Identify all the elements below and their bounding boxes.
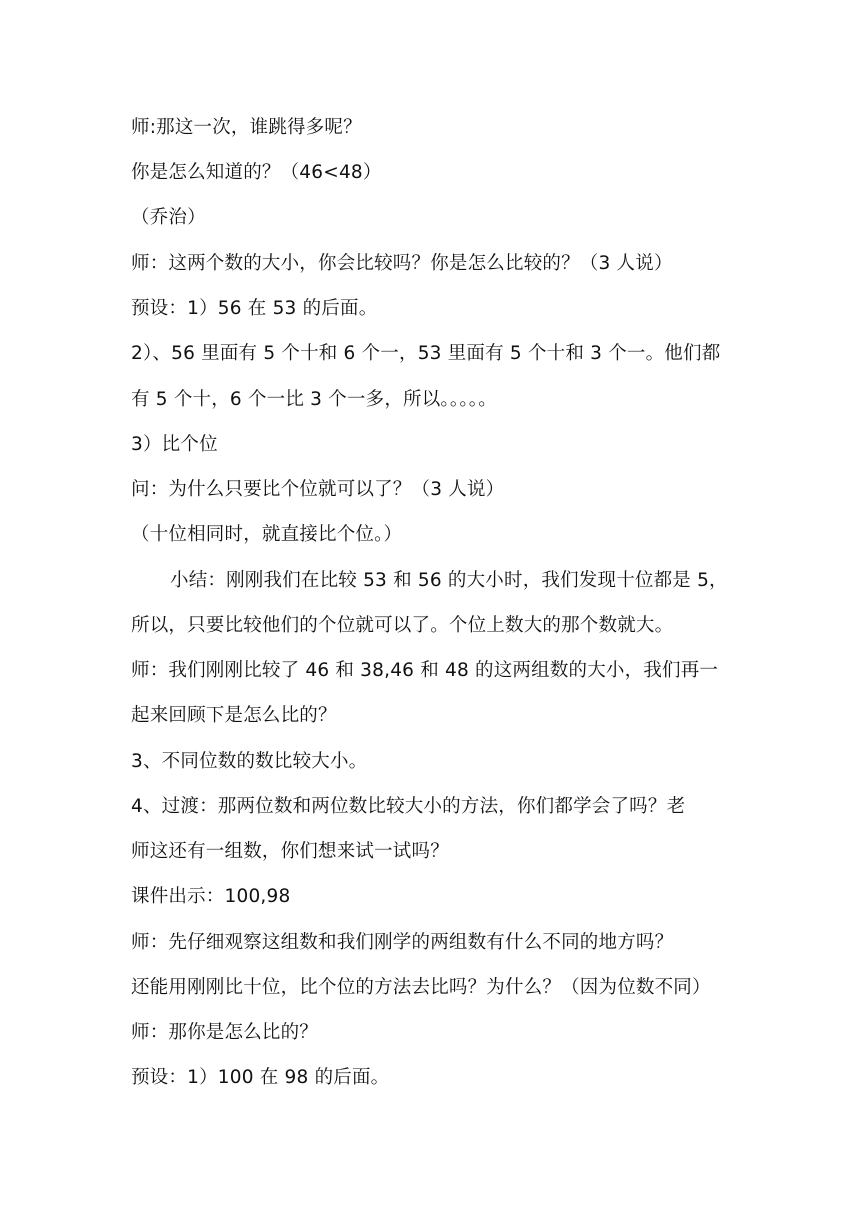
text-line: 师这还有一组数，你们想来试一试吗？ [131,841,449,862]
text-line: 预设：1）100 在 98 的后面。 [131,1067,390,1088]
text-line: 课件出示：100,98 [131,886,291,907]
text-line: 3）比个位 [131,434,218,455]
text-line: 师：那你是怎么比的？ [131,1022,319,1043]
text-line: 有 5 个十，6 个一比 3 个一多，所以。。。。。 [131,389,497,410]
text-line: （十位相同时，就直接比个位。） [131,524,403,545]
text-line: 师：先仔细观察这组数和我们刚学的两组数有什么不同的地方吗？ [131,932,674,953]
text-line: 你是怎么知道的？（46<48） [131,162,382,183]
text-line: 师：我们刚刚比较了 46 和 38,46 和 48 的这两组数的大小，我们再一 [131,660,719,681]
text-line: 小结：刚刚我们在比较 53 和 56 的大小时，我们发现十位都是 5， [170,570,728,591]
text-line: 师：这两个数的大小，你会比较吗？你是怎么比较的？（3 人说） [131,253,673,274]
text-line: 问：为什么只要比个位就可以了？（3 人说） [131,479,505,500]
text-line: 起来回顾下是怎么比的？ [131,705,337,726]
text-line: 师:那这一次，谁跳得多呢？ [131,117,362,138]
text-line: 4、过渡：那两位数和两位数比较大小的方法，你们都学会了吗？老 [131,796,686,817]
text-line: 3、不同位数的数比较大小。 [131,751,368,772]
text-line: 所以，只要比较他们的个位就可以了。个位上数大的那个数就大。 [131,615,674,636]
text-line: 还能用刚刚比十位，比个位的方法去比吗？为什么？（因为位数不同） [131,977,711,998]
text-line: 预设：1）56 在 53 的后面。 [131,298,378,319]
text-line: 2）、56 里面有 5 个十和 6 个一，53 里面有 5 个十和 3 个一。他们都 [131,343,721,364]
text-line: （乔治） [131,207,206,228]
